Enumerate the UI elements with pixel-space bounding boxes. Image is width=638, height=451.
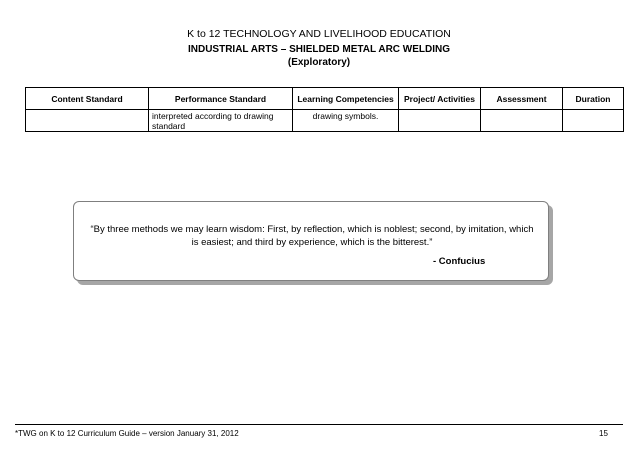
column-header-performance-standard: Performance Standard bbox=[149, 88, 293, 110]
footer-version-note: *TWG on K to 12 Curriculum Guide – version January 31, 2012 bbox=[15, 429, 239, 438]
cell-performance-standard: interpreted according to drawing standard bbox=[149, 110, 293, 132]
table-header-row bbox=[26, 88, 624, 110]
cell-duration bbox=[563, 110, 624, 132]
curriculum-table bbox=[25, 87, 624, 132]
cell-assessment bbox=[481, 110, 563, 132]
quote-text: “By three methods we may learn wisdom: First, by reflection, which is noblest; second, by imitation, which is easiest; and third by experience, which is the bitterest.” bbox=[90, 224, 534, 248]
column-header-content-standard: Content Standard bbox=[26, 88, 149, 110]
column-header-project-activities: Project/ Activities bbox=[399, 88, 481, 110]
cell-learning-competencies: drawing symbols. bbox=[293, 110, 399, 132]
column-header-assessment: Assessment bbox=[481, 88, 563, 110]
document-subtitle: INDUSTRIAL ARTS – SHIELDED METAL ARC WELDING bbox=[187, 44, 451, 55]
cell-project-activities bbox=[399, 110, 481, 132]
footer-divider bbox=[15, 424, 623, 425]
page-number: 15 bbox=[599, 429, 608, 438]
document-subtitle-note: (Exploratory) bbox=[287, 57, 351, 68]
quote-author: - Confucius bbox=[433, 256, 486, 267]
column-header-learning-competencies: Learning Competencies bbox=[293, 88, 399, 110]
quote-box bbox=[73, 201, 549, 281]
document-title: K to 12 TECHNOLOGY AND LIVELIHOOD EDUCATION bbox=[187, 28, 451, 40]
cell-content-standard bbox=[26, 110, 149, 132]
column-header-duration: Duration bbox=[563, 88, 624, 110]
table-row bbox=[26, 110, 624, 132]
